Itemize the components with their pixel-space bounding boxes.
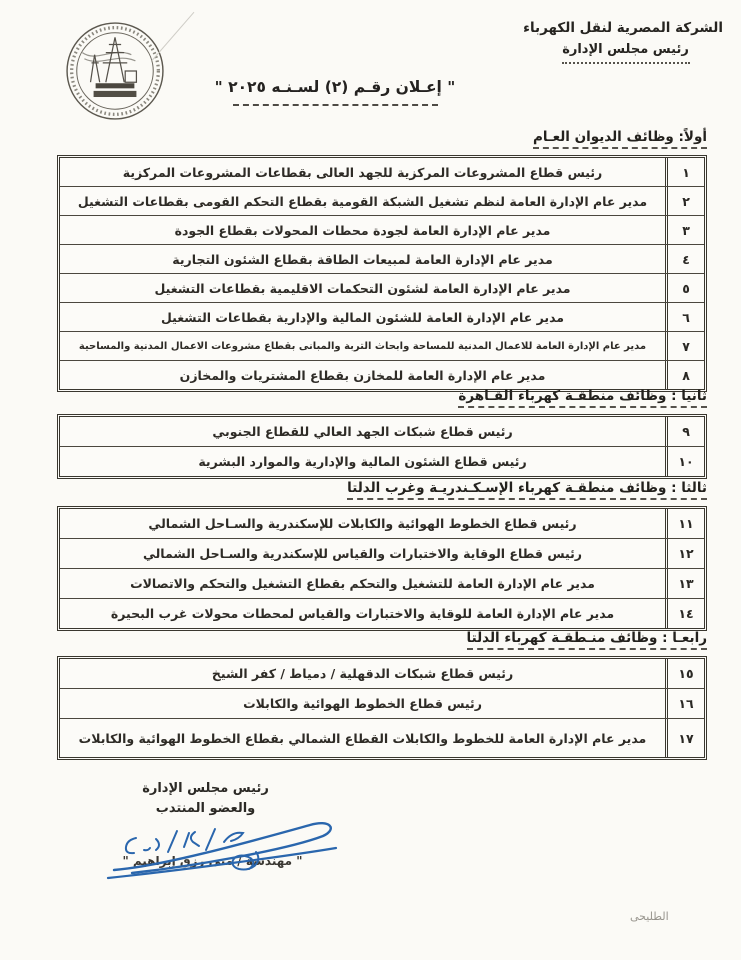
company-seal-logo	[64, 20, 166, 122]
table-row	[60, 719, 704, 757]
jobs-table	[57, 506, 707, 631]
handwritten-signature	[98, 812, 343, 884]
section-cairo-zone	[57, 385, 707, 479]
company-role: رئيس مجلس الإدارة	[562, 42, 689, 57]
row-number: ٩	[665, 417, 704, 446]
table-row	[60, 599, 704, 628]
jobs-table	[57, 155, 707, 392]
section-delta-zone	[57, 627, 707, 760]
table-row	[60, 332, 704, 361]
letterhead	[523, 20, 723, 64]
job-title: رئيس قطاع الخطوط الهوائية والكابلات	[243, 696, 482, 711]
job-title: مدير عام الإدارة العامة لنظم تشغيل الشبكة القومية بقطاع التحكم القومى بقطاعات التشغيل	[77, 193, 648, 209]
row-number: ٤	[665, 245, 704, 273]
section-alexandria-west-delta-zone	[57, 477, 707, 631]
job-title: مدير عام الإدارة العامة للمخازن بقطاع المشتريات والمخازن	[179, 367, 546, 383]
row-number: ١٦	[665, 689, 704, 718]
job-title: مدير عام الإدارة العامة للتشغيل والتحكم بقطاع التشغيل والتحكم والاتصالات	[130, 576, 595, 591]
table-row	[60, 417, 704, 447]
row-number: ٣	[665, 216, 704, 244]
job-title: مدير عام الإدارة العامة للشئون المالية والإدارية بقطاعات التشغيل	[160, 309, 565, 325]
row-number: ٢	[665, 187, 704, 215]
job-title: مدير عام الإدارة العامة لجودة محطات المحولات بقطاع الجودة	[174, 222, 551, 238]
table-row	[60, 245, 704, 274]
signature-role-line2: والعضو المنتدب	[155, 801, 256, 816]
row-number: ١٠	[665, 447, 704, 476]
table-row	[60, 274, 704, 303]
table-row	[60, 158, 704, 187]
row-number: ١٣	[665, 569, 704, 598]
table-row	[60, 569, 704, 599]
margin-note: الطليحى	[630, 910, 669, 923]
row-number: ١٧	[665, 719, 704, 757]
row-number: ٧	[665, 332, 704, 360]
job-title: مدير عام الإدارة العامة للاعمال المدنية للمساحة وابحاث التربة والمبانى بقطاع مشروعات الاعمال المدنية والمساحية	[78, 340, 647, 352]
table-row	[60, 303, 704, 332]
job-title: رئيس قطاع الشئون المالية والإدارية والموارد البشرية	[198, 454, 527, 469]
jobs-table	[57, 656, 707, 760]
signature-role-line1: رئيس مجلس الإدارة	[142, 781, 269, 796]
job-title: رئيس قطاع شبكات الدقهلية / دمياط / كفر الشيخ	[211, 666, 514, 681]
row-number: ١	[665, 158, 704, 186]
letterhead-divider	[562, 62, 690, 64]
row-number: ١١	[665, 509, 704, 538]
section-heading: أولاً: وظائف الديوان العـام	[533, 129, 707, 149]
row-number: ٦	[665, 303, 704, 331]
table-row	[60, 539, 704, 569]
jobs-table	[57, 414, 707, 479]
table-row	[60, 689, 704, 719]
job-title: رئيس قطاع المشروعات المركزية للجهد العالى بقطاعات المشروعات المركزية	[122, 164, 603, 180]
section-general-bureau	[57, 126, 707, 392]
table-row	[60, 447, 704, 476]
transmission-tower-art	[82, 37, 136, 82]
section-heading: ثانيا : وظائف منطقـة كهرباء القـاهرة	[458, 388, 707, 408]
table-row	[60, 187, 704, 216]
row-number: ١٥	[665, 659, 704, 688]
row-number: ١٤	[665, 599, 704, 628]
section-heading: رابعـا : وظائف منـطقـة كهرباء الدلتا	[467, 630, 708, 650]
job-title: رئيس قطاع الوقاية والاختبارات والقياس للإسكندرية والسـاحل الشمالي	[142, 546, 583, 561]
signature-block	[138, 781, 273, 816]
table-row	[60, 509, 704, 539]
table-row	[60, 216, 704, 245]
signer-name: " مهندسة / منى رزق إبراهيم "	[122, 854, 303, 868]
row-number: ١٢	[665, 539, 704, 568]
section-heading: ثالثا : وظائف منطقـة كهرباء الإسـكـندريـة وغرب الدلتا	[347, 480, 707, 500]
job-title: مدير عام الإدارة العامة للوقاية والاختبارات والقياس لمحطات محولات غرب البحيرة	[110, 606, 615, 621]
announcement-title: " إعـلان رقـم (٢) لسـنـه ٢٠٢٥ "	[214, 78, 456, 96]
title-underline	[233, 104, 438, 106]
job-title: مدير عام الإدارة العامة لشئون التحكمات الاقليمية بقطاعات التشغيل	[154, 280, 571, 296]
row-number: ٨	[665, 361, 704, 389]
job-title: مدير عام الإدارة العامة لمبيعات الطاقة بقطاع الشئون التجارية	[172, 251, 553, 267]
job-title: رئيس قطاع الخطوط الهوائية والكابلات للإسكندرية والسـاحل الشمالي	[148, 516, 577, 531]
job-title: مدير عام الإدارة العامة للخطوط والكابلات القطاع الشمالي بقطاع الخطوط الهوائية والكابلات	[78, 730, 647, 746]
table-row	[60, 659, 704, 689]
company-name: الشركة المصرية لنقل الكهرباء	[523, 20, 723, 36]
row-number: ٥	[665, 274, 704, 302]
job-title: رئيس قطاع شبكات الجهد العالي للقطاع الجنوبي	[212, 424, 513, 439]
